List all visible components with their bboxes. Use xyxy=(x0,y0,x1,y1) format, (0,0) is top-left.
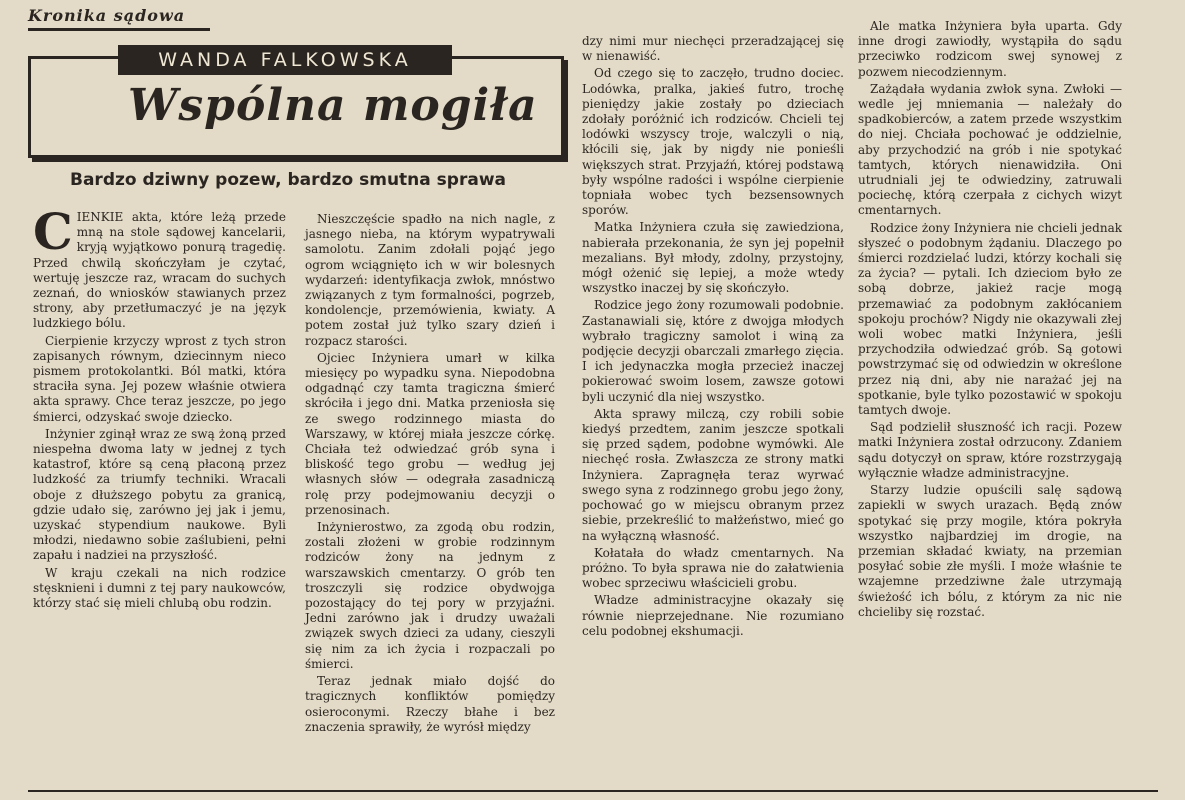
paragraph: Kołatała do władz cmentarnych. Na próżno. To była sprawa nie do załatwienia wobec sprzeciwu właścicieli grobu. xyxy=(582,545,844,591)
paragraph: Od czego się to zaczęło, trudno dociec. Lodówka, pralka, jakieś futro, trochę pieniędzy jakie zostały po dzieciach zdołały poróżnić ich rodziców. Chcieli tej lodówki wszyscy troje, walczyli o nią, kłócili się, jak by nigdy nie ponieśli większych strat. Przyjaźń, której podstawą były wspólne radości i wspólne cierpienie topniała wobec tych bezsensownych sporów. xyxy=(582,66,844,218)
article-column-4 xyxy=(858,19,1122,622)
paragraph: Władze administracyjne okazały się równie nieprzejednane. Nie rozumiano celu podobnej ekshumacji. xyxy=(582,593,844,638)
article-subtitle: Bardzo dziwny pozew, bardzo smutna sprawa xyxy=(70,170,506,190)
paragraph: Nieszczęście spadło na nich nagle, z jasnego nieba, na którym wypatrywali samolotu. Zanim zdołali pojąć jego ogrom wciągnięto ich w wir bolesnych wydarzeń: identyfikacja zwłok, mnóstwo związanych z tym formalności, pogrzeb, kondolencje, przemówienia, kwiaty. A potem został już tylko szary dzień i rozpacz starości. xyxy=(305,212,555,348)
paragraph: dzy nimi mur niechęci przeradzającej się w nienawiść. xyxy=(582,34,844,64)
paragraph: Rodzice jego żony rozumowali podobnie. Zastanawiali się, które z dwojga młodych wybrało tragiczny samolot i winą za podjęcie decyzji obarczali zmarłego zięcia. I ich jedynaczka mogła przecież inaczej pokierować swoim losem, zawsze gotowi byli uczynić dla niej wszystko. xyxy=(582,298,844,404)
paragraph: Sąd podzielił słuszność ich racji. Pozew matki Inżyniera został odrzucony. Zdaniem sądu dotyczył on spraw, które rozstrzygają wyłącznie władze administracyjne. xyxy=(858,420,1122,480)
section-label: Kronika sądowa xyxy=(28,6,186,25)
paragraph: Starzy ludzie opuścili salę sądową zapiekli w swych urazach. Będą znów spotykać się przy mogile, która pokryła wszystko najbardziej im drogie, na przemian składać kwiaty, na przemian posyłać sobie złe myśli. I może właśnie te wzajemne przedziwne żale utrzymają świeżość ich bólu, z którym za nic nie chcieliby się rozstać. xyxy=(858,483,1122,619)
paragraph: Inżynier zginął wraz ze swą żoną przed niespełna dwoma laty w jednej z tych katastrof, które są ceną płaconą przez ludzkość za triumfy techniki. Wracali oboje z dłuższego pobytu za granicą, gdzie udało się, zarówno jej jak i jemu, uzyskać stypendium naukowe. Byli młodzi, niedawno sobie zaślubieni, pełni zapału i nadziei na przyszłość. xyxy=(33,426,286,563)
paragraph: Matka Inżyniera czuła się zawiedziona, nabierała przekonania, że syn jej popełnił mezalians. Był młody, zdolny, przystojny, mógł ożenić się lepiej, a może wtedy wszystko inaczej by się skończyło. xyxy=(582,220,844,296)
article-column-1 xyxy=(33,202,286,613)
paragraph: Cierpienie krzyczy wprost z tych stron zapisanych równym, dziecinnym nieco pismem protokolantki. Ból matki, która straciła syna. Jej pozew właśnie otwiera akta sprawy. Chce teraz jeszcze, po jego śmierci, odzyskać swoje dziecko. xyxy=(33,333,286,424)
paragraph: Ale matka Inżyniera była uparta. Gdy inne drogi zawiodły, wystąpiła do sądu przeciwko rodzicom swej synowej z pozwem niecodziennym. xyxy=(858,19,1122,79)
paragraph: Teraz jednak miało dojść do tragicznych konfliktów pomiędzy osieroconymi. Rzeczy błahe i bez znaczenia sprawiły, że wyrósł między xyxy=(305,674,555,734)
article-title: Wspólna mogiła xyxy=(128,80,538,131)
drop-cap: C xyxy=(33,202,73,261)
paragraph: Ojciec Inżyniera umarł w kilka miesięcy po wypadku syna. Niepodobna odgadnąć czy tamta tragiczna śmierć skróciła i jego dni. Matka przeniosła się ze swego rodzinnego miasta do Warszawy, w której miała jeszcze córkę. Chciała też odwiedzać grób syna i bliskość tego grobu — według jej własnych słów — odegrała zasadniczą rolę przy podejmowaniu decyzji o przenosinach. xyxy=(305,350,555,517)
paragraph: Akta sprawy milczą, czy robili sobie kiedyś przedtem, zanim jeszcze spotkali się przed sądem, podobne wymówki. Ale niechęć rosła. Zwłaszcza ze strony matki Inżyniera. Zapragnęła teraz wyrwać swego syna z rodzinnego grobu jego żony, pochować go w miejscu obranym przez siebie, przekreślić to małżeństwo, mieć go na wyłączną własność. xyxy=(582,406,844,543)
paragraph: W kraju czekali na nich rodzice stęsknieni i dumni z tej pary naukowców, którzy stać się mieli chlubą obu rodzin. xyxy=(33,565,286,611)
author-name: WANDA FALKOWSKA xyxy=(118,45,452,75)
bottom-rule xyxy=(28,790,1158,792)
section-underline xyxy=(28,28,210,31)
paragraph: Zażądała wydania zwłok syna. Zwłoki — wedle jej mniemania — należały do spadkobierców, a zatem przede wszystkim do niej. Chciała pochować je oddzielnie, aby przychodzić na grób i nie spotykać tamtych, których nienawidziła. Oni utrudniali jej te odwiedziny, zatruwali pociechę, którą czerpała z cichych wizyt cmentarnych. xyxy=(858,81,1122,218)
article-column-3 xyxy=(582,34,844,641)
paragraph: Rodzice żony Inżyniera nie chcieli jednak słyszeć o podobnym żądaniu. Dlaczego po śmierci rozdzielać ludzi, którzy kochali się za życia? — pytali. Ich dzieciom było ze sobą dobrze, jakież racje mogą przemawiać za podobnym zakłócaniem spokoju prochów? Nigdy nie okazywali złej woli wobec matki Inżyniera, jeśli przychodziła odwiedzać grób. Są gotowi powstrzymać się od odwiedzin w określone przez nią dni, aby nie narażać jej na spotkanie, byle tylko pozostawić w spokoju tamtych dwoje. xyxy=(858,220,1122,418)
article-column-2 xyxy=(305,212,555,737)
paragraph: Inżynierostwo, za zgodą obu rodzin, zostali złożeni w grobie rodzinnym rodziców żony na jednym z warszawskich cmentarzy. O grób ten troszczyli się rodzice obydwojga pozostający do tej pory w przyjaźni. Jedni zarówno jak i drudzy uważali związek swych dzieci za udany, cieszyli się nim za ich życia i rozpaczali po śmierci. xyxy=(305,520,555,671)
paragraph: CIENKIE akta, które leżą przede mną na stole sądowej kancelarii, kryją wyjątkowo ponurą tragedię. Przed chwilą skończyłam je czytać, wertuję jeszcze raz, wracam do suchych zeznań, do wniosków stawianych przez strony, aby przetłumaczyć je na język ludzkiego bólu. xyxy=(33,202,286,331)
